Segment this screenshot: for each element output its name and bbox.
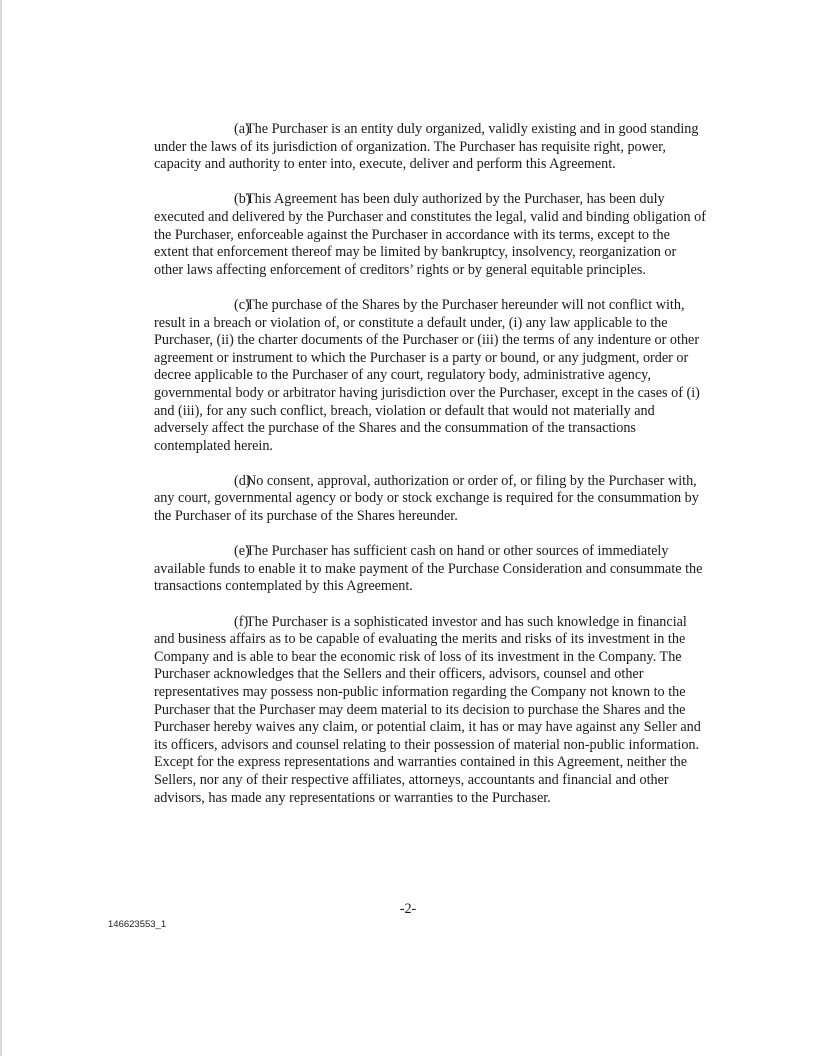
paragraph-a [154, 121, 706, 174]
paragraph-label: (d) [234, 472, 251, 489]
paragraph-f [154, 614, 706, 808]
paragraph-label: (b) [234, 191, 251, 208]
paragraph-label: (c) [234, 296, 250, 313]
paragraph-b [154, 191, 706, 279]
paragraph-label: (a) [234, 121, 250, 137]
document-id: 146623553_1 [108, 919, 167, 930]
paragraph-text: No consent, approval, authorization or order of, or filing by the Purchaser with, any court, governmental agency or body or stock exchange is required for the consummation by the Purchaser of its purchase of the Shares hereunder. [154, 472, 699, 525]
paragraph-text: The Purchaser has sufficient cash on hand or other sources of immediately available funds to enable it to make payment of the Purchase Consideration and consummate the transactions contemplated by this Agreement. [154, 543, 703, 595]
paragraph-label: (e) [234, 543, 250, 560]
paragraph-label: (f) [234, 613, 249, 630]
paragraph-d [154, 473, 706, 526]
paragraph-c [154, 297, 706, 455]
paragraph-text: The Purchaser is an entity duly organized, validly existing and in good standing under the laws of its jurisdiction of organization. The Purchaser has requisite right, power, capacity and authority to enter into, execute, deliver and perform this Agreement. [154, 121, 699, 173]
body-text [154, 121, 706, 825]
paragraph-text: The purchase of the Shares by the Purchaser hereunder will not conflict with, result in a breach or violation of, or constitute a default under, (i) any law applicable to the Purchaser, (ii) the charter documents of the Purchaser or (iii) the terms of any indenture or other agreement or instrument to which the Purchaser is a party or bound, or any judgment, order or decree applicable to the Purchaser of any court, regulatory body, administrative agency, governmental body or arbitrator having jurisdiction over the Purchaser, except in the cases of (i) and (iii), for any such conflict, breach, violation or default that would not materially and adversely affect the purchase of the Shares and the consummation of the transactions contemplated herein. [154, 296, 700, 454]
paragraph-e [154, 543, 706, 596]
scan-edge [0, 0, 2, 1056]
paragraph-text: The Purchaser is a sophisticated investor and has such knowledge in financial and business affairs as to be capable of evaluating the merits and risks of its investment in the Company and is able to bear the economic risk of loss of its investment in the Company. The Purchaser acknowledges that the Sellers and their officers, advisors, counsel and other representatives may possess non-public information regarding the Company not known to the Purchaser that the Purchaser may deem material to its decision to purchase the Shares and the Purchaser hereby waives any claim, or potential claim, it has or may have against any Seller and its officers, advisors and counsel relating to their possession of material non-public information. Except for the express representations and warranties contained in this Agreement, neither the Sellers, nor any of their respective affiliates, attorneys, accountants and financial and other advisors, has made any representations or warranties to the Purchaser. [154, 613, 701, 806]
paragraph-text: This Agreement has been duly authorized by the Purchaser, has been duly executed and delivered by the Purchaser and constitutes the legal, valid and binding obligation of the Purchaser, enforceable against the Purchaser in accordance with its terms, except to the extent that enforcement thereof may be limited by bankruptcy, insolvency, reorganization or other laws affecting enforcement of creditors’ rights or by general equitable principles. [154, 191, 706, 278]
page-number: -2- [399, 901, 417, 917]
